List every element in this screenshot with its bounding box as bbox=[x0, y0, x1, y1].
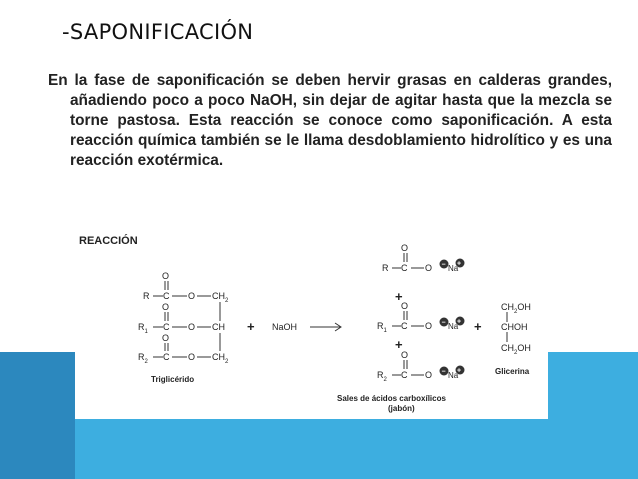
reaction-diagram bbox=[75, 224, 548, 419]
reagent-naoh: NaOH bbox=[272, 322, 298, 332]
atom-c: C bbox=[163, 322, 170, 332]
decor-band-dark bbox=[0, 352, 75, 479]
charge-minus: − bbox=[441, 319, 446, 327]
atom-ch: CH bbox=[212, 322, 225, 332]
body-paragraph: En la fase de saponificación se deben hervir grasas en calderas grandes, añadiendo poco a poco NaOH, sin dejar de agitar hasta que la mezcla se torne pastosa. Esta reacción se conoce como saponificación. A esta reacción química también se le llama desdoblamiento hidrolítico y es una reacción exotérmica. bbox=[48, 72, 612, 169]
atom-o: O bbox=[401, 243, 409, 253]
atom-na: Na bbox=[448, 371, 459, 380]
atom-r: R bbox=[143, 291, 150, 301]
plus-sign: + bbox=[395, 337, 403, 352]
page-title: -SAPONIFICACIÓN bbox=[62, 20, 254, 44]
atom-c: C bbox=[401, 321, 408, 331]
atom-o: O bbox=[162, 302, 170, 312]
products-label-sub: (jabón) bbox=[388, 404, 415, 413]
atom-o: O bbox=[188, 291, 196, 301]
atom-o: O bbox=[425, 263, 433, 273]
charge-plus: + bbox=[457, 318, 462, 326]
glycerin-choh: CHOH bbox=[501, 322, 528, 332]
atom-na: Na bbox=[448, 264, 459, 273]
atom-o: O bbox=[188, 352, 196, 362]
atom-o: O bbox=[188, 322, 196, 332]
glycerin-ch2oh: $CH_2OH$ bbox=[501, 343, 531, 356]
atom-r1: $R_1$ bbox=[138, 322, 148, 335]
reaction-panel bbox=[75, 224, 548, 419]
atom-o: O bbox=[162, 271, 170, 281]
plus-sign: + bbox=[474, 319, 482, 334]
atom-o: O bbox=[425, 321, 433, 331]
atom-c: C bbox=[401, 370, 408, 380]
triglyceride-label: Triglicérido bbox=[151, 375, 195, 384]
glycerin-label: Glicerina bbox=[495, 367, 530, 376]
atom-c: C bbox=[401, 263, 408, 273]
atom-r: R bbox=[382, 263, 389, 273]
charge-plus: + bbox=[457, 367, 462, 375]
atom-r1: $R_1$ bbox=[377, 321, 387, 334]
atom-o: O bbox=[425, 370, 433, 380]
atom-c: C bbox=[163, 352, 170, 362]
charge-minus: − bbox=[441, 368, 446, 376]
atom-o: O bbox=[401, 301, 409, 311]
atom-r2: $R_2$ bbox=[138, 352, 148, 365]
atom-na: Na bbox=[448, 322, 459, 331]
reaction-heading: REACCIÓN bbox=[79, 235, 138, 247]
products-label: Sales de ácidos carboxílicos bbox=[337, 394, 446, 403]
charge-plus: + bbox=[457, 260, 462, 268]
charge-minus: − bbox=[441, 261, 446, 269]
plus-sign: + bbox=[247, 319, 255, 334]
atom-ch2: $CH_2$ bbox=[212, 291, 229, 304]
plus-sign: + bbox=[395, 289, 403, 304]
atom-o: O bbox=[401, 350, 409, 360]
atom-r2: $R_2$ bbox=[377, 370, 387, 383]
atom-o: O bbox=[162, 333, 170, 343]
atom-ch2: $CH_2$ bbox=[212, 352, 229, 365]
atom-c: C bbox=[163, 291, 170, 301]
glycerin-ch2oh: $CH_2OH$ bbox=[501, 302, 531, 315]
